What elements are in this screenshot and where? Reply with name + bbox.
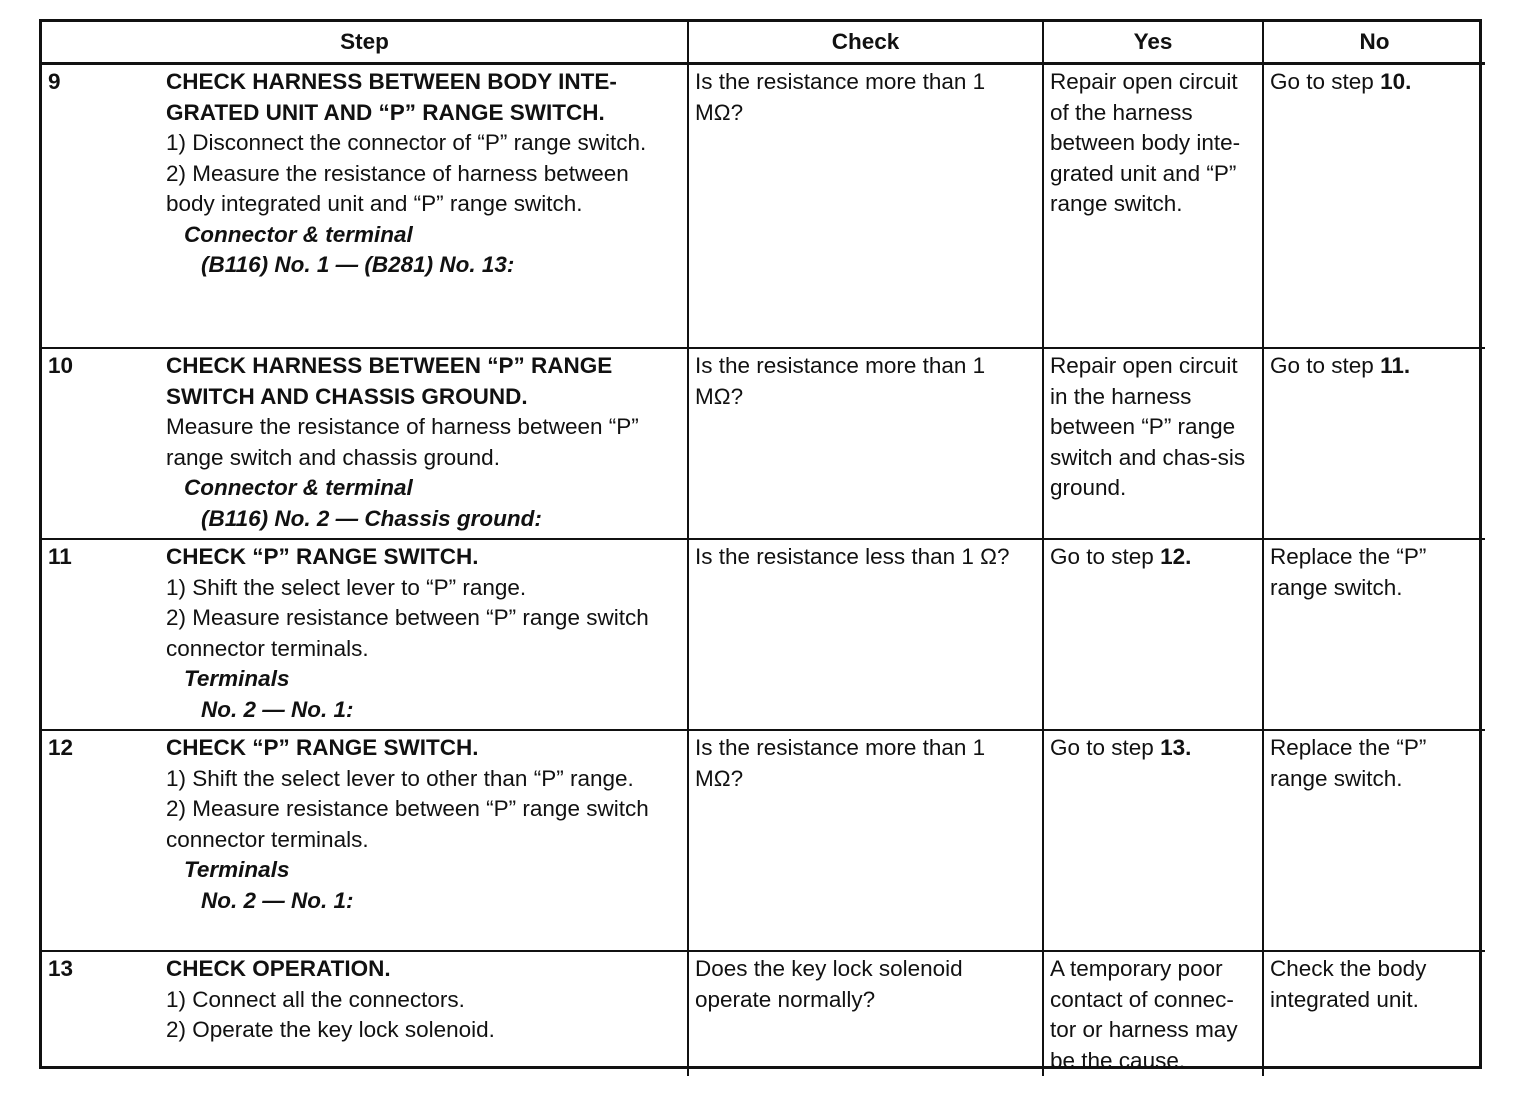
step-instruction: Measure the resistance of harness between “P” range switch and chassis ground. <box>166 414 639 470</box>
step-instruction: 2) Operate the key lock solenoid. <box>166 1017 495 1042</box>
no-cell: Replace the “P” range switch. <box>1263 730 1485 951</box>
spec-value: No. 2 — No. 1: <box>201 887 354 913</box>
step-cell <box>42 951 688 1076</box>
step-number: 11 <box>48 544 72 569</box>
step-cell <box>42 64 688 349</box>
no-prefix: Go to step <box>1270 353 1381 378</box>
step-instruction: 1) Shift the select lever to other than “P” range. <box>166 765 634 791</box>
spec-value: (B116) No. 1 — (B281) No. 13: <box>201 252 515 277</box>
header-yes: Yes <box>1043 22 1263 64</box>
step-title: CHECK “P” RANGE SWITCH. <box>166 735 479 760</box>
step-number: 13 <box>48 956 74 981</box>
check-cell: Is the resistance more than 1 MΩ? <box>688 730 1043 951</box>
step-number: 9 <box>48 69 61 94</box>
step-number: 10 <box>48 353 74 378</box>
check-cell: Is the resistance less than 1 Ω? <box>688 539 1043 730</box>
diagnostic-table <box>42 22 1485 1076</box>
table-row <box>42 64 1485 349</box>
step-instruction: 1) Disconnect the connector of “P” range switch. <box>166 130 647 155</box>
spec-label: Terminals <box>184 857 290 882</box>
step-instruction: 2) Measure resistance between “P” range switch connector terminals. <box>166 605 649 661</box>
no-cell <box>1263 348 1485 539</box>
yes-cell: Repair open circuit in the harness between “P” range switch and chas-sis ground. <box>1043 348 1263 539</box>
header-step: Step <box>42 22 688 64</box>
yes-cell <box>1043 730 1263 951</box>
no-step-ref: 10. <box>1380 69 1412 94</box>
yes-step-ref: 13. <box>1160 735 1192 760</box>
yes-cell <box>1043 539 1263 730</box>
check-cell: Is the resistance more than 1 MΩ? <box>688 348 1043 539</box>
step-title: CHECK OPERATION. <box>166 956 391 981</box>
no-step-ref: 11. <box>1380 353 1411 378</box>
step-number: 12 <box>48 735 74 760</box>
yes-prefix: Go to step <box>1050 735 1161 760</box>
yes-cell: Repair open circuit of the harness between body inte-grated unit and “P” range switch. <box>1043 64 1263 349</box>
check-cell: Does the key lock solenoid operate normally? <box>688 951 1043 1076</box>
table-row <box>42 348 1485 539</box>
table-row <box>42 730 1485 951</box>
step-instruction: 2) Measure resistance between “P” range switch connector terminals. <box>166 796 649 852</box>
no-cell <box>1263 64 1485 349</box>
spec-label: Connector & terminal <box>184 475 413 500</box>
yes-cell: A temporary poor contact of connec-tor or harness may be the cause. <box>1043 951 1263 1076</box>
spec-label: Connector & terminal <box>184 221 413 247</box>
header-check: Check <box>688 22 1043 64</box>
spec-label: Terminals <box>184 666 290 691</box>
step-instruction: 2) Measure the resistance of harness between body integrated unit and “P” range switch. <box>166 160 629 216</box>
step-cell <box>42 539 688 730</box>
diagnostic-table-frame <box>39 19 1482 1073</box>
header-no: No <box>1263 22 1485 64</box>
step-title: CHECK “P” RANGE SWITCH. <box>166 544 479 569</box>
yes-step-ref: 12. <box>1160 544 1192 569</box>
step-cell <box>42 730 688 951</box>
step-title: CHECK HARNESS BETWEEN BODY INTE-GRATED UNIT AND “P” RANGE SWITCH. <box>166 69 617 125</box>
step-title: CHECK HARNESS BETWEEN “P” RANGE SWITCH AND CHASSIS GROUND. <box>166 353 613 409</box>
no-cell: Check the body integrated unit. <box>1263 951 1485 1076</box>
step-instruction: 1) Connect all the connectors. <box>166 986 465 1012</box>
header-row <box>42 22 1485 64</box>
spec-value: No. 2 — No. 1: <box>201 696 354 722</box>
step-instruction: 1) Shift the select lever to “P” range. <box>166 574 527 600</box>
no-prefix: Go to step <box>1270 69 1381 94</box>
check-cell: Is the resistance more than 1 MΩ? <box>688 64 1043 349</box>
step-cell <box>42 348 688 539</box>
spec-value: (B116) No. 2 — Chassis ground: <box>201 505 542 531</box>
no-cell: Replace the “P” range switch. <box>1263 539 1485 730</box>
yes-prefix: Go to step <box>1050 544 1161 569</box>
table-row <box>42 951 1485 1076</box>
table-row <box>42 539 1485 730</box>
